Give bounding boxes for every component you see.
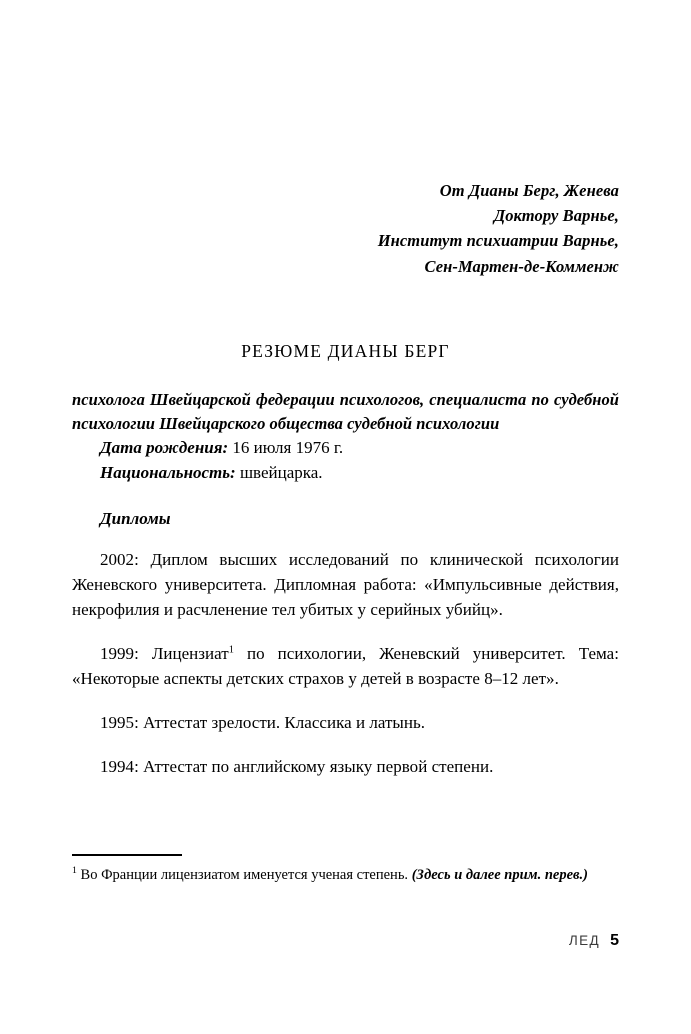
footnote-marker: 1 — [228, 644, 235, 656]
section-heading-diplomas: Дипломы — [100, 508, 171, 528]
page-footer — [569, 932, 619, 950]
addressee-line: От Дианы Берг, Женева — [439, 181, 619, 200]
entry-text-pre: 1999: Лицензиат — [100, 643, 229, 663]
field-label: Национальность: — [100, 463, 236, 483]
entry-1995: 1995: Аттестат зрелости. Классика и латынь. — [100, 712, 426, 732]
addressee-block — [72, 178, 619, 279]
entry-1999 — [72, 642, 619, 692]
entry-2002: 2002: Диплом высших исследований по клинической психологии Женевского университета. Дипломная работа: «Импульсивные действия, некрофилия и расчленение тел убитых у серийных убийц». — [72, 549, 619, 619]
footnote-text — [72, 865, 619, 887]
field-value: 16 июля 1976 г. — [232, 438, 344, 458]
field-birthdate — [72, 436, 619, 461]
entry-text-post: по психологии, Женевский университет. Тема: «Некоторые аспекты детских страхов у детей в возрасте 8–12 лет». — [72, 643, 619, 688]
addressee-line: Сен-Мартен-де-Комменж — [424, 256, 619, 276]
field-value: швейцарка. — [239, 463, 323, 483]
field-nationality — [72, 461, 619, 486]
footnote-body: Во Франции лицензиатом именуется ученая степень. — [76, 866, 409, 883]
page-title: РЕЗЮМЕ ДИАНЫ БЕРГ — [241, 340, 450, 361]
field-label: Дата рождения: — [100, 438, 229, 458]
footnote-separator — [72, 854, 182, 856]
footnote-area — [72, 854, 619, 886]
addressee-line: Институт психиатрии Варнье, — [377, 231, 619, 251]
entry-1994: 1994: Аттестат по английскому языку первой степени. — [100, 756, 494, 776]
page-number: 5 — [610, 932, 619, 949]
footnote-translator-note: (Здесь и далее прим. перев.) — [411, 866, 588, 883]
addressee-line: Доктору Варнье, — [493, 206, 619, 226]
intro-paragraph: психолога Швейцарской федерации психологов, специалиста по судебной психологии Швейцарского общества судебной психологии — [72, 389, 619, 434]
footnote-marker: 1 — [72, 864, 77, 876]
footer-book-title: ЛЕД — [568, 933, 601, 948]
